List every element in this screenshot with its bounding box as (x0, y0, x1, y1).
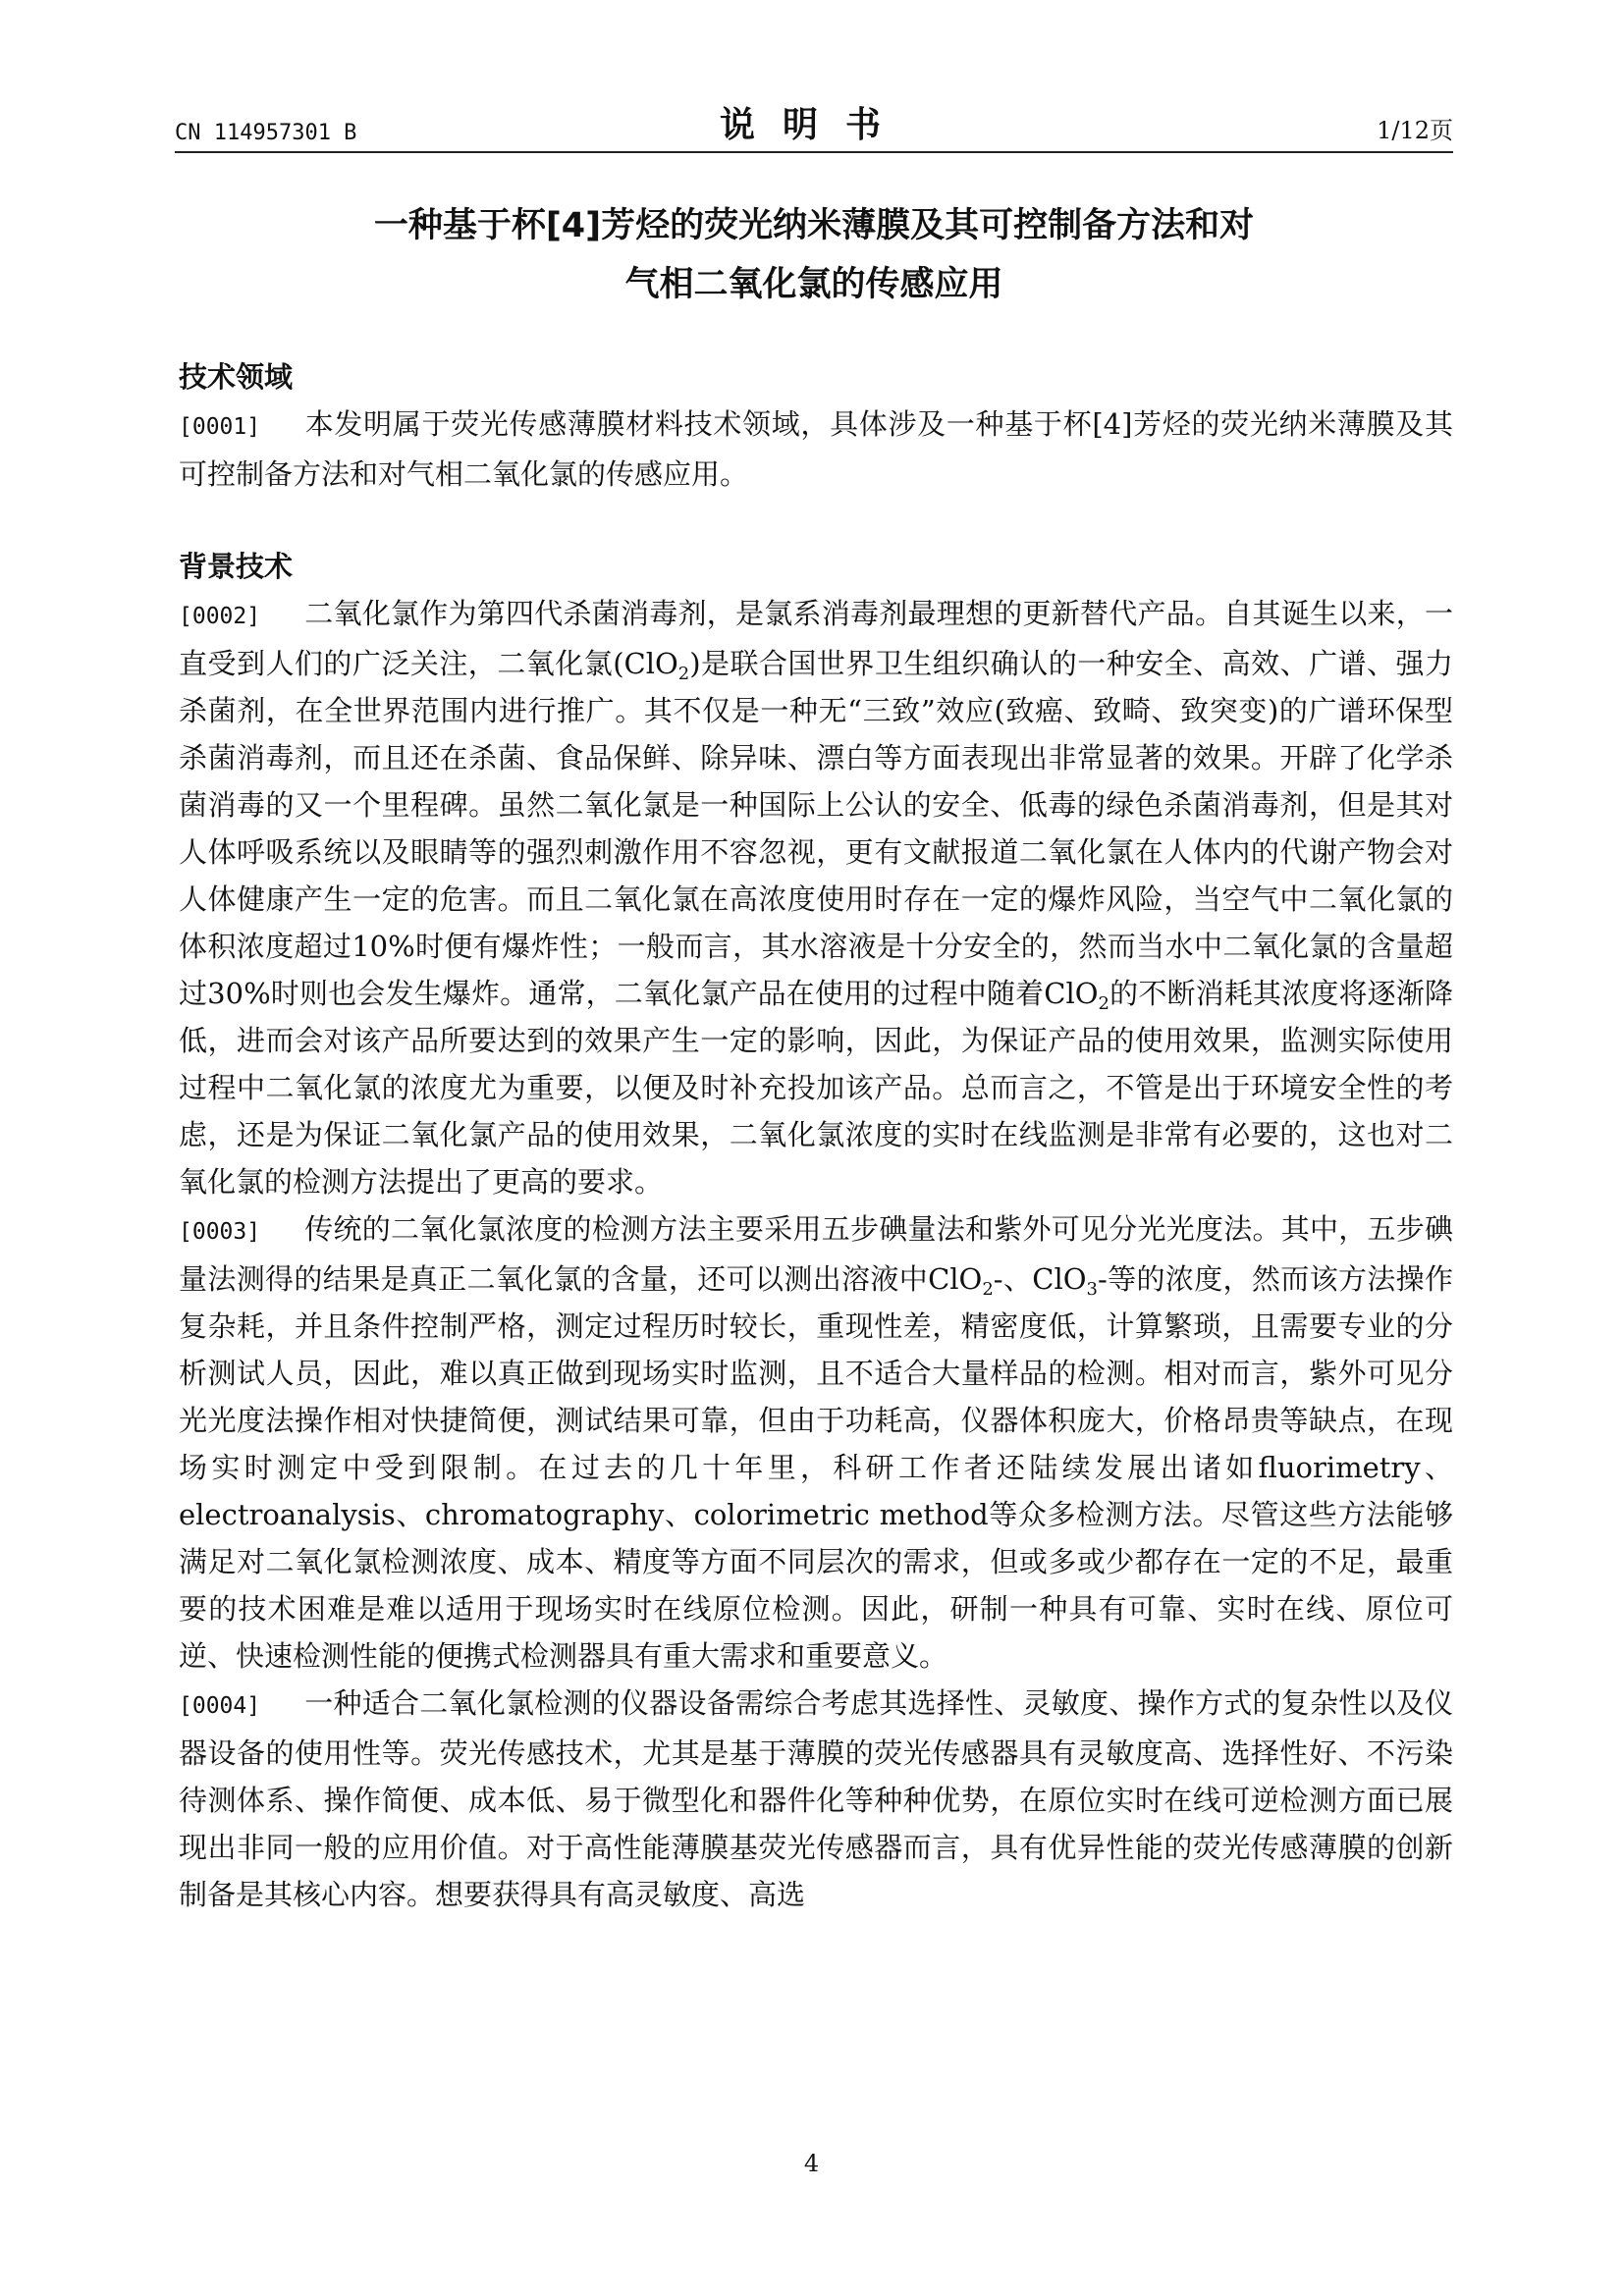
page-number: 4 (803, 2150, 820, 2177)
paragraph-number: [0001] (179, 414, 261, 440)
section-gap (179, 498, 1453, 543)
document-title (175, 196, 1453, 314)
paragraph-text: 传统的二氧化氯浓度的检测方法主要采用五步碘量法和紫外可见分光光度法。其中，五步碘量法测得的结果是真正二氧化氯的含量，还可以测出溶液中ClO (179, 1212, 1453, 1296)
heading-background: 背景技术 (179, 550, 294, 583)
paragraph-text: 的不断消耗其浓度将逐渐降低，进而会对该产品所要达到的效果产生一定的影响，因此，为保证产品的使用效果，监测实际使用过程中二氧化氯的浓度尤为重要，以便及时补充投加该产品。总而言之，不管是出于环境安全性的考虑，还是为保证二氧化氯产品的使用效果，二氧化氯浓度的实时在线监测是非常有必要的，这也对二氧化氯的检测方法提出了更高的要求。 (179, 977, 1453, 1199)
paragraph-0002 (179, 590, 1453, 1205)
paragraph-number: [0004] (179, 1693, 261, 1719)
title-line-1: 一种基于杯[4]芳烃的荧光纳米薄膜及其可控制备方法和对 (373, 206, 1255, 245)
header-rule (175, 151, 1453, 153)
paragraph-number: [0002] (179, 604, 261, 629)
paragraph-text: -等的浓度，然而该方法操作复杂耗，并且条件控制严格，测定过程历时较长，重现性差，精密度低，计算繁琐，且需要专业的分析测试人员，因此，难以真正做到现场实时监测，且不适合大量样品的检测。相对而言，紫外可见分光光度法操作相对快捷简便，测试结果可靠，但由于功耗高，仪器体积庞大，价格昂贵等缺点，在现场实时测定中受到限制。在过去的几十年里，科研工作者还陆续发展出诸如fluorimetry、electroanalysis、chromatography、colorimetric method等众多检测方法。尽管这些方法能够满足对二氧化氯检测浓度、成本、精度等方面不同层次的需求，但或多或少都存在一定的不足，最重要的技术困难是难以适用于现场实时在线原位检测。因此，研制一种具有可靠、实时在线、原位可逆、快速检测性能的便携式检测器具有重大需求和重要意义。 (179, 1262, 1453, 1673)
title-line-2: 气相二氧化氯的传感应用 (624, 265, 1003, 304)
subscript: 2 (677, 664, 690, 684)
page-info: 1/12页 (1377, 117, 1453, 144)
page-header (175, 98, 1453, 153)
subscript: 2 (1098, 993, 1109, 1014)
paragraph-text: -、ClO (993, 1262, 1087, 1296)
heading-tech-field: 技术领域 (179, 360, 294, 394)
paragraph-text: 本发明属于荧光传感薄膜材料技术领域，具体涉及一种基于杯[4]芳烃的荧光纳米薄膜及其可控制备方法和对气相二氧化氯的传感应用。 (179, 407, 1453, 491)
document-body (179, 353, 1453, 1918)
paragraph-text: )是联合国世界卫生组织确认的一种安全、高效、广谱、强力杀菌剂，在全世界范围内进行推广。其不仅是一种无“三致”效应(致癌、致畸、致突变)的广谱环保型杀菌消毒剂，而且还在杀菌、食品保鲜、除异味、漂白等方面表现出非常显著的效果。开辟了化学杀菌消毒的又一个里程碑。虽然二氧化氯是一种国际上公认的安全、低毒的绿色杀菌消毒剂，但是其对人体呼吸系统以及眼睛等的强烈刺激作用不容忽视，更有文献报道二氧化氯在人体内的代谢产物会对人体健康产生一定的危害。而且二氧化氯在高浓度使用时存在一定的爆炸风险，当空气中二氧化氯的体积浓度超过10%时便有爆炸性；一般而言，其水溶液是十分安全的，然而当水中二氧化氯的含量超过30%时则也会发生爆炸。通常，二氧化氯产品在使用的过程中随着ClO (179, 647, 1453, 1010)
section-title: 说明书 (719, 105, 908, 145)
patent-number: CN 114957301 B (175, 121, 357, 145)
paragraph-number: [0003] (179, 1219, 261, 1245)
subscript: 3 (1086, 1279, 1098, 1300)
paragraph-0001 (179, 400, 1453, 498)
subscript: 2 (982, 1279, 994, 1300)
paragraph-0003 (179, 1205, 1453, 1680)
paragraph-0004 (179, 1680, 1453, 1918)
paragraph-text: 一种适合二氧化氯检测的仪器设备需综合考虑其选择性、灵敏度、操作方式的复杂性以及仪器设备的使用性等。荧光传感技术，尤其是基于薄膜的荧光传感器具有灵敏度高、选择性好、不污染待测体系、操作简便、成本低、易于微型化和器件化等种种优势，在原位实时在线可逆检测方面已展现出非同一般的应用价值。对于高性能薄膜基荧光传感器而言，具有优异性能的荧光传感薄膜的创新制备是其核心内容。想要获得具有高灵敏度、高选 (179, 1686, 1453, 1911)
paragraph-text: 二氧化氯作为第四代杀菌消毒剂，是氯系消毒剂最理想的更新替代产品。自其诞生以来，一直受到人们的广泛关注，二氧化氯(ClO (179, 597, 1453, 680)
